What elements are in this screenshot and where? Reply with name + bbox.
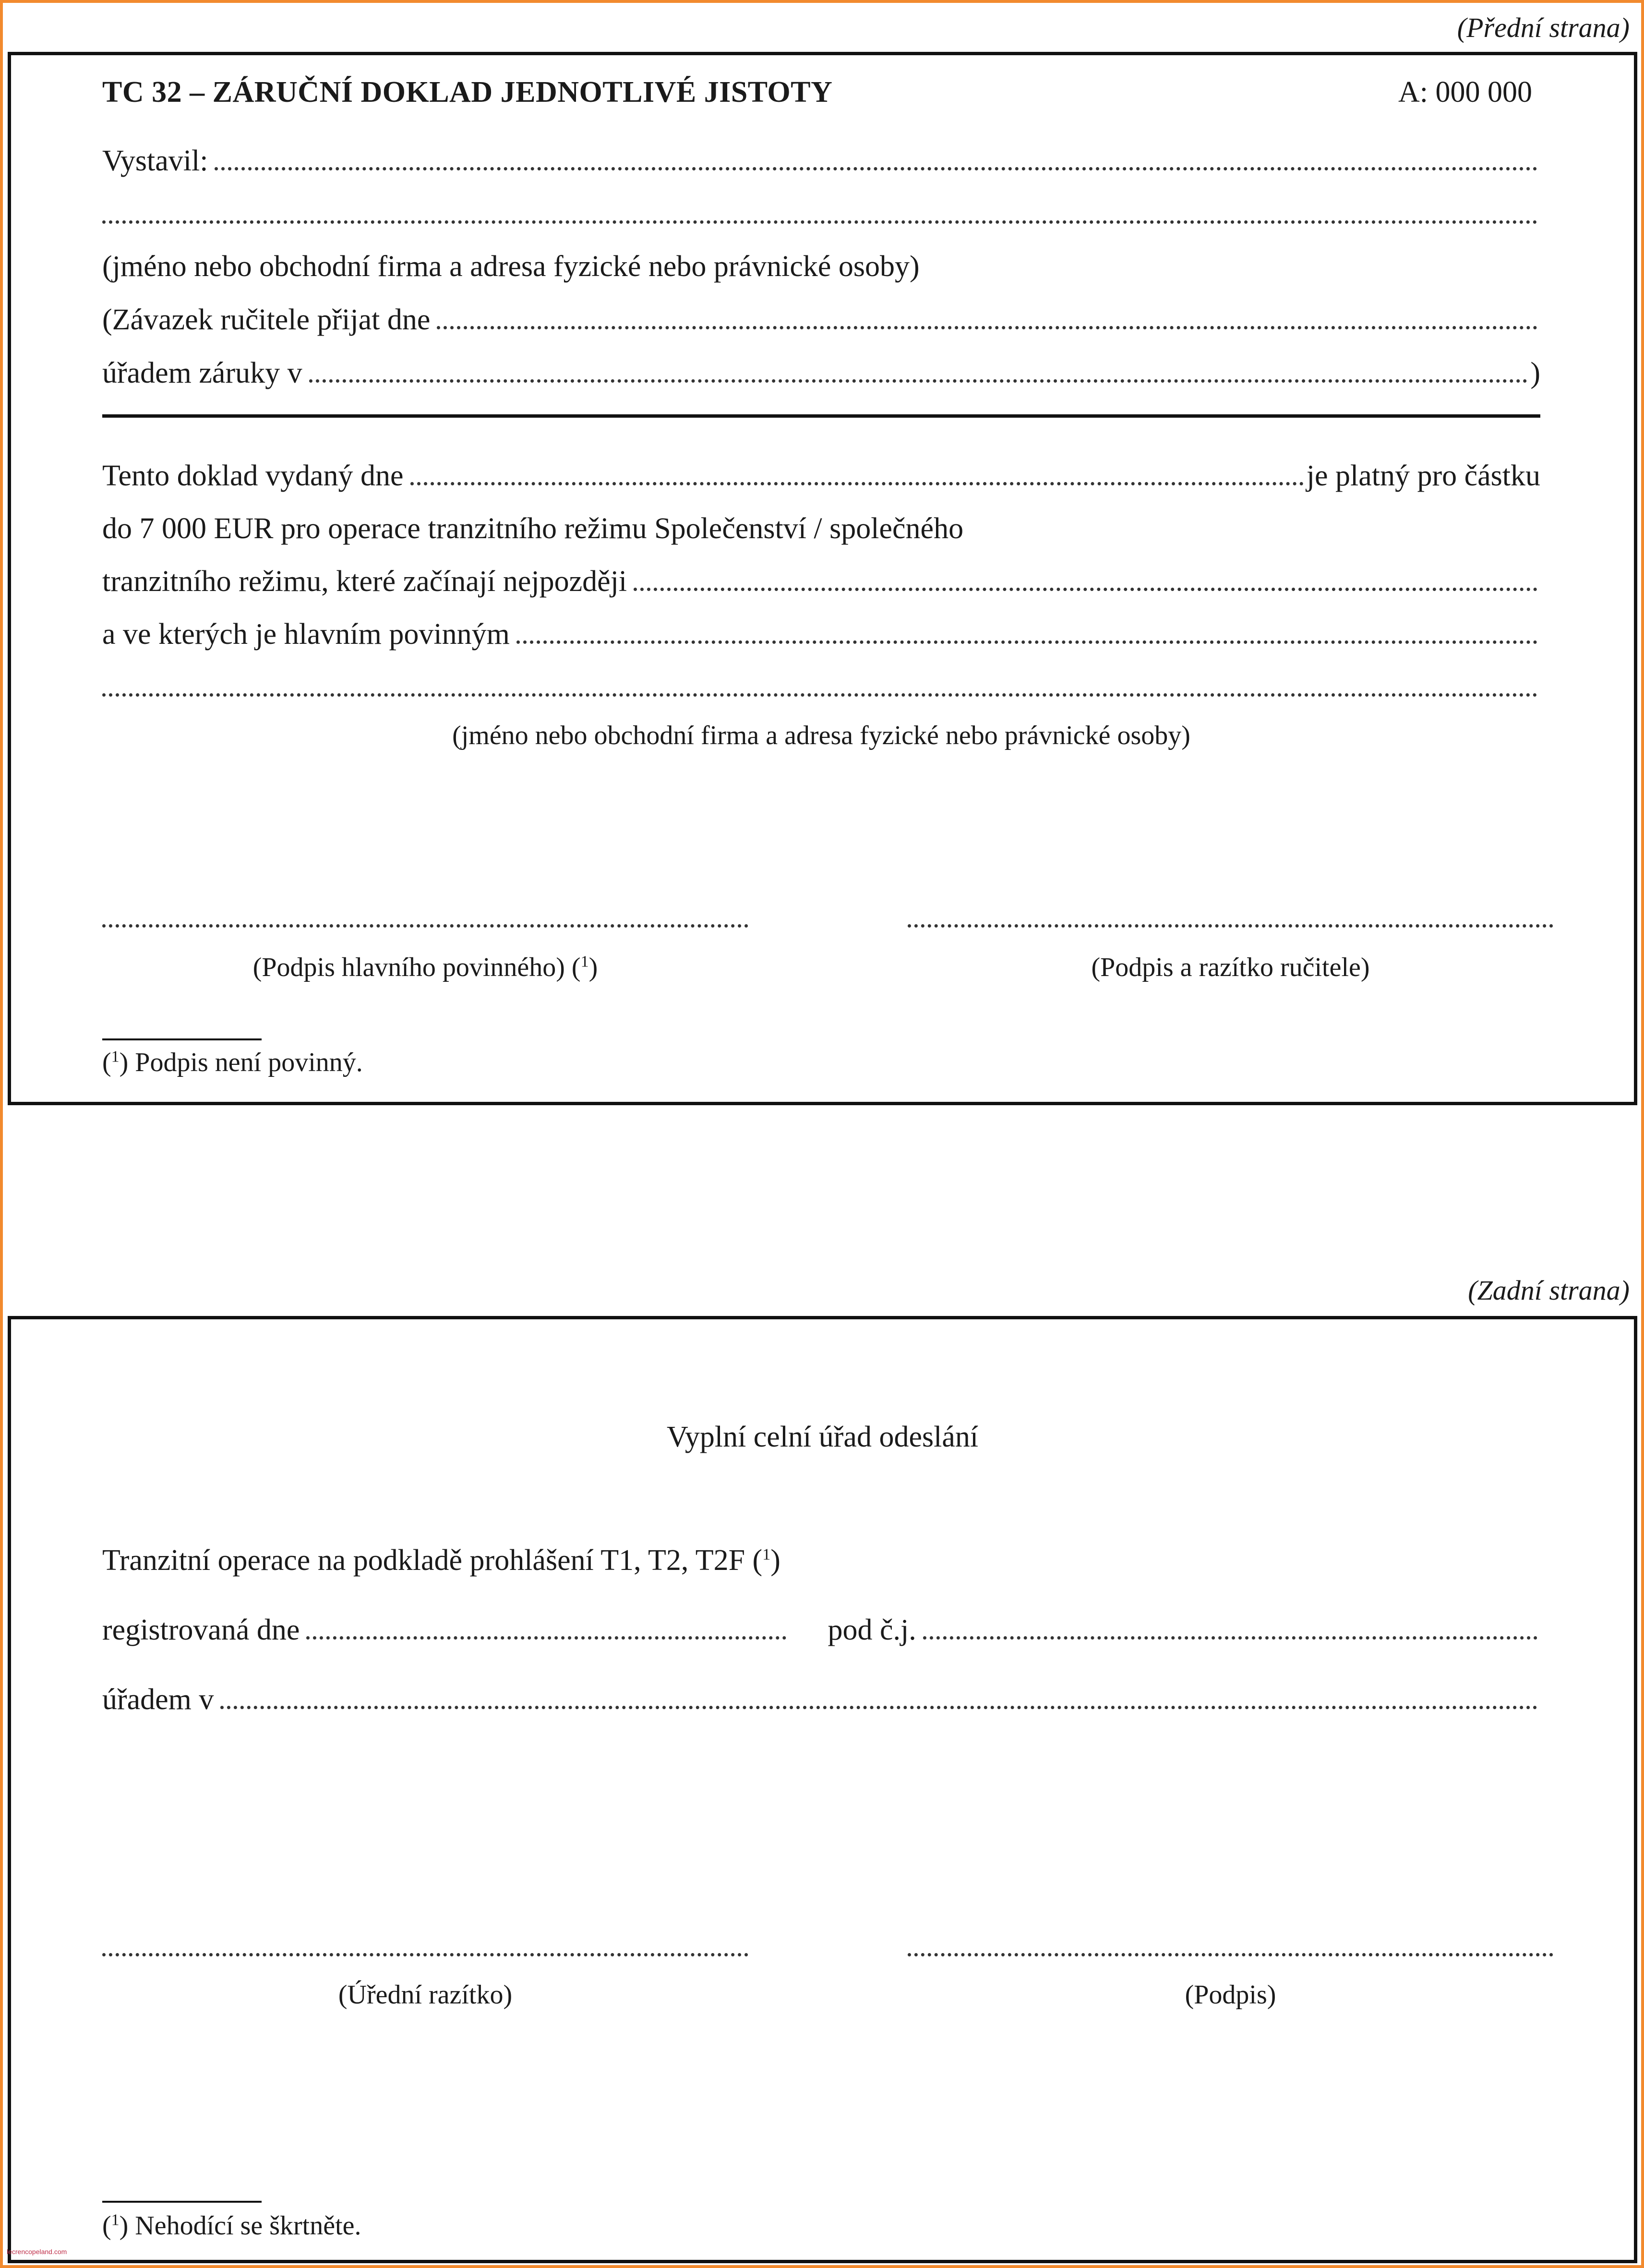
back-side-label: (Zadní strana) (1468, 1275, 1630, 1306)
form-number: A: 000 000 (1398, 76, 1532, 109)
form-sheet (3, 3, 1641, 2265)
accepted-row (102, 301, 1540, 337)
transit-text: Tranzitní operace na podkladě prohlášení T1, T2, T2F ($^1$) (102, 1544, 780, 1577)
form-title: TC 32 – ZÁRUČNÍ DOKLAD JEDNOTLIVÉ JISTOTY (102, 76, 833, 109)
reference-field[interactable] (923, 1636, 1537, 1640)
reference-label: pod č.j. (828, 1614, 916, 1646)
issued-by-row (102, 142, 1540, 178)
valid-row (102, 457, 1540, 493)
guarantee-office-close: ) (1530, 357, 1540, 389)
start-label: tranzitního režimu, které začínají nejpozději (102, 565, 627, 598)
stamp-field[interactable] (102, 1953, 748, 1956)
stamp-caption: (Úřední razítko) (338, 1980, 513, 2010)
back-footnote-rule (102, 2201, 262, 2203)
principal-row (102, 615, 1540, 651)
valid-label-start: Tento doklad vydaný dne (102, 459, 404, 492)
issued-by-field-2[interactable] (102, 220, 1537, 224)
section-divider (102, 414, 1540, 418)
issued-by-label: Vystavil: (102, 145, 208, 177)
issuer-note-row (102, 247, 1540, 284)
principal-signature-field[interactable] (102, 924, 748, 928)
guarantor-signature-caption: (Podpis a razítko ručitele) (1091, 953, 1370, 982)
issued-by-field[interactable] (215, 167, 1537, 170)
guarantee-office-field[interactable] (309, 379, 1528, 383)
principal-signature-caption: (Podpis hlavního povinného) ($^1$) (252, 953, 598, 982)
start-date-field[interactable] (634, 588, 1537, 591)
principal-field-2[interactable] (102, 693, 1537, 697)
principal-field[interactable] (516, 640, 1537, 644)
issuer-note: (jméno nebo obchodní firma a adresa fyzické nebo právnické osoby) (102, 250, 920, 283)
guarantor-signature-field[interactable] (908, 924, 1553, 928)
back-heading: Vyplní celní úřad odeslání (666, 1421, 979, 1453)
back-form (8, 1316, 1637, 2263)
amount-text: do 7 000 EUR pro operace tranzitního režimu Společenství / společného (102, 512, 964, 545)
registered-label: registrovaná dne (102, 1614, 300, 1646)
guarantee-office-row (102, 354, 1540, 390)
back-footnote: ($^1$) Nehodící se škrtněte. (102, 2211, 361, 2241)
amount-row (102, 509, 1540, 546)
footnote-rule (102, 1038, 262, 1040)
registered-row (102, 1611, 1540, 1647)
start-row (102, 562, 1540, 599)
front-form (8, 52, 1637, 1105)
principal-note: (jméno nebo obchodní firma a adresa fyzické nebo právnické osoby) (452, 721, 1190, 750)
issue-date-field[interactable] (410, 482, 1304, 485)
guarantee-office-label: úřadem záruky v (102, 357, 302, 389)
signature-caption: (Podpis) (1185, 1980, 1276, 2010)
principal-row-2 (102, 668, 1540, 704)
accepted-label: (Závazek ručitele přijat dne (102, 303, 431, 336)
accepted-date-field[interactable] (437, 326, 1537, 329)
signature-field[interactable] (908, 1953, 1553, 1956)
transit-row (102, 1541, 1540, 1578)
registered-date-field[interactable] (306, 1636, 786, 1640)
principal-label: a ve kterých je hlavním povinným (102, 618, 510, 651)
office-label: úřadem v (102, 1683, 214, 1716)
valid-label-end: je platný pro částku (1306, 459, 1540, 492)
office-row (102, 1680, 1540, 1717)
issued-by-row-2 (102, 195, 1540, 231)
office-field[interactable] (220, 1706, 1537, 1709)
watermark: lecrencopeland.com (7, 2248, 67, 2256)
footnote: ($^1$) Podpis není povinný. (102, 1048, 363, 1077)
front-side-label: (Přední strana) (1457, 12, 1630, 43)
